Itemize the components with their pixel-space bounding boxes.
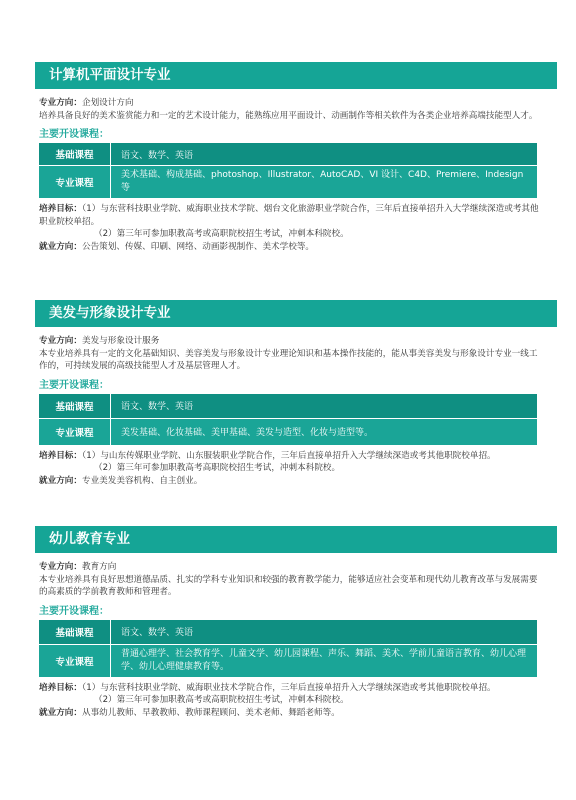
employment-line bbox=[36, 475, 544, 488]
table-row bbox=[39, 393, 538, 418]
training-line-1 bbox=[36, 682, 544, 695]
training-text-2: （2）第三年可参加职教高考高职院校招生考试，冲刺本科院校。 bbox=[94, 463, 341, 474]
course-value: 美发基础、化妆基础、美甲基础、美发与造型、化妆与造型等。 bbox=[111, 418, 538, 445]
direction-value: 美发与形象设计服务 bbox=[81, 336, 160, 346]
course-value: 语文、数学、英语 bbox=[111, 619, 538, 644]
training-line-1 bbox=[36, 450, 544, 463]
training-label: 培养目标： bbox=[39, 682, 82, 693]
courses-heading: 主要开设课程： bbox=[39, 379, 109, 391]
table-row bbox=[39, 418, 538, 445]
section-title: 幼儿教育专业 bbox=[35, 526, 557, 553]
employment-label: 就业方向： bbox=[39, 707, 82, 718]
direction-label: 专业方向： bbox=[39, 562, 82, 572]
table-row bbox=[39, 644, 538, 677]
training-text-1: （1）与东营科技职业学院、威海职业技术学院合作，三年后直接单招升入大学继续深造或考其他职院校单招。 bbox=[81, 682, 496, 693]
training-line-1 bbox=[36, 203, 544, 228]
courses-heading: 主要开设课程： bbox=[39, 129, 109, 141]
courses-heading: 主要开设课程： bbox=[39, 605, 109, 617]
employment-label: 就业方向： bbox=[39, 241, 82, 252]
description: 培养具备良好的美术鉴赏能力和一定的艺术设计能力，能熟练应用平面设计、动画制作等相关软件为各类企业培养高端技能型人才。 bbox=[39, 110, 538, 121]
direction-label: 专业方向： bbox=[39, 336, 82, 346]
training-text-1: （1）与山东传媒职业学院、山东服装职业学院合作，三年后直接单招升入大学继续深造或考其他职院校单招。 bbox=[81, 450, 496, 461]
section-hair-image-design bbox=[36, 300, 544, 488]
employment-label: 就业方向： bbox=[39, 475, 82, 486]
course-key: 基础课程 bbox=[39, 143, 111, 166]
table-row bbox=[39, 143, 538, 166]
description: 本专业培养具有良好思想道德品质、扎实的学科专业知识和较强的教育教学能力，能够适应社会变革和现代幼儿教育改革与发展需要的高素质的学前教育教师和管理者。 bbox=[39, 574, 538, 598]
table-row bbox=[39, 619, 538, 644]
section-early-education bbox=[36, 526, 544, 720]
course-key: 专业课程 bbox=[39, 644, 111, 677]
course-value: 语文、数学、英语 bbox=[111, 393, 538, 418]
training-text-2: （2）第三年可参加职教高考或高职院校招生考试，冲刺本科院校。 bbox=[94, 695, 349, 706]
training-text-1: （1）与东营科技职业学院、威海职业技术学院、烟台文化旅游职业学院合作，三年后直接单招升入大学继续深造或考其他职业院校单招。 bbox=[39, 204, 539, 227]
direction-value: 教育方向 bbox=[81, 562, 117, 572]
course-key: 基础课程 bbox=[39, 619, 111, 644]
training-text-2: （2）第三年可参加职教高考或高职院校招生考试，冲刺本科院校。 bbox=[94, 229, 349, 240]
direction-label: 专业方向： bbox=[39, 98, 82, 108]
course-table bbox=[38, 619, 538, 678]
section-graphic-design bbox=[36, 62, 544, 254]
employment-line bbox=[36, 241, 544, 254]
employment-text: 专业美发美容机构、自主创业。 bbox=[81, 475, 203, 486]
section-title: 美发与形象设计专业 bbox=[35, 300, 557, 327]
table-row bbox=[39, 166, 538, 199]
employment-text: 从事幼儿教师、早教教师、教师课程顾问、美术老师、舞蹈老师等。 bbox=[81, 707, 340, 718]
course-key: 专业课程 bbox=[39, 166, 111, 199]
description: 本专业培养具有一定的文化基础知识、美容美发与形象设计专业理论知识和基本操作技能的，能从事美容美发与形象设计专业一线工作的，可持续发展的高级技能型人才及基层管理人才。 bbox=[39, 348, 538, 372]
employment-text: 公告策划、传媒、印刷、网络、动画影视制作、美术学校等。 bbox=[81, 241, 315, 252]
direction-value: 企划设计方向 bbox=[81, 98, 134, 108]
training-label: 培养目标： bbox=[39, 204, 82, 215]
course-value: 普通心理学、社会教育学、儿童文学、幼儿园课程、声乐、舞蹈、美术、学前儿童语言教育、幼儿心理学、幼儿心理健康教育等。 bbox=[111, 644, 538, 677]
course-key: 基础课程 bbox=[39, 393, 111, 418]
course-table bbox=[38, 142, 538, 199]
section-title: 计算机平面设计专业 bbox=[35, 62, 557, 89]
course-table bbox=[38, 393, 538, 446]
direction-line bbox=[36, 561, 544, 574]
direction-line bbox=[36, 97, 544, 110]
direction-line bbox=[36, 335, 544, 348]
training-label: 培养目标： bbox=[39, 450, 82, 461]
course-key: 专业课程 bbox=[39, 418, 111, 445]
course-value: 语文、数学、英语 bbox=[111, 143, 538, 166]
course-value: 美术基础、构成基础、photoshop、Illustrator、AutoCAD、VI 设计、C4D、Premiere、Indesign 等 bbox=[111, 166, 538, 199]
employment-line bbox=[36, 707, 544, 720]
